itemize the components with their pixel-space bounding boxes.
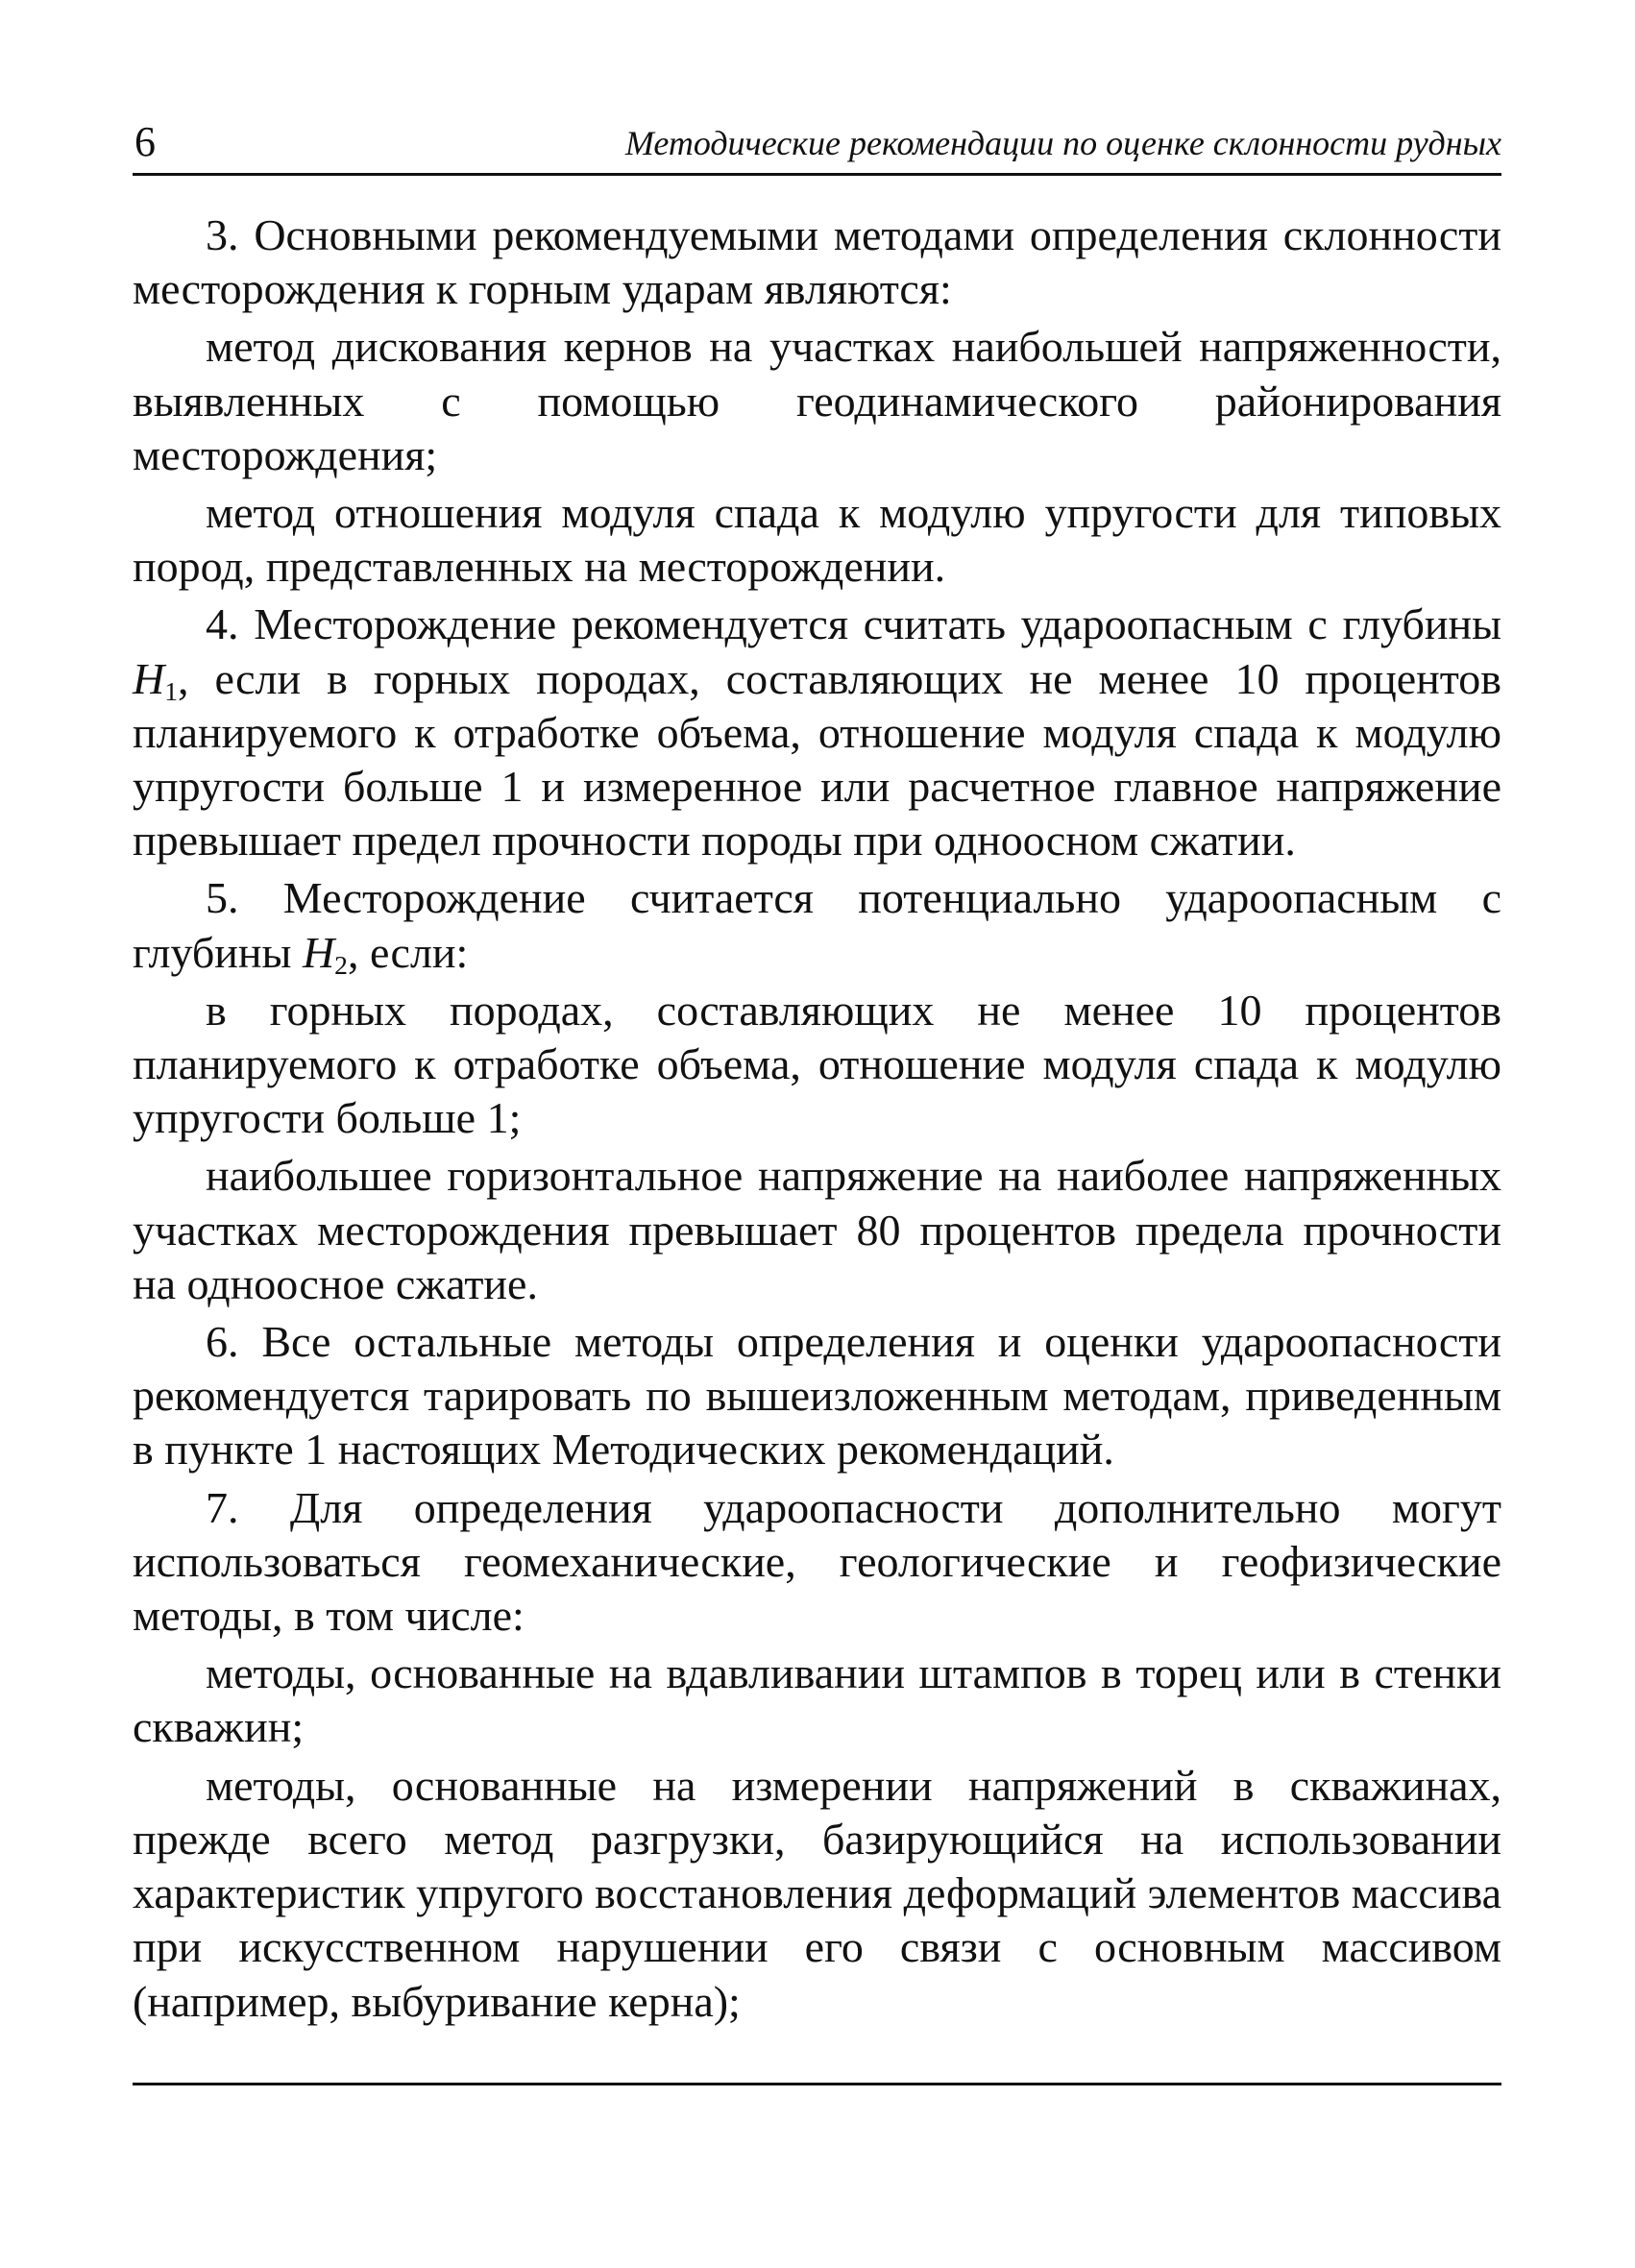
page-header: [133, 113, 1501, 176]
paragraph-4-text-after: , если в горных породах, составляющих не менее 10 процентов планируемого к отработке объема, отношение модуля спада к модулю упругости больше 1 и измеренное или расчетное главное напряжение превышает предел прочности породы при одноосном сжатии.: [133, 653, 1501, 866]
depth-subscript-1: 1: [164, 675, 179, 706]
paragraph-method-stress-measurement: методы, основанные на измерении напряжений в скважинах, прежде всего метод разгрузки, базирующийся на использовании характеристик упругого восстановления деформаций элементов массива при искусственном нарушении его связи с основным массивом (например, выбуривание керна);: [133, 1760, 1501, 2026]
paragraph-5-text-before: 5. Месторождение считается потенциально удароопасным с глубины: [133, 873, 1501, 977]
running-title: Методические рекомендации по оценке склонности рудных: [624, 124, 1501, 162]
page-number: 6: [134, 118, 156, 165]
paragraph-6: 6. Все остальные методы определения и оценки удароопасности рекомендуется тарировать по вышеизложенным методам, приведенным в пункте 1 настоящих Методических рекомендаций.: [133, 1317, 1501, 1475]
paragraph-3: 3. Основными рекомендуемыми методами определения склонности месторождения к горным ударам являются:: [133, 210, 1501, 314]
paragraph-condition-stress: наибольшее горизонтальное напряжение на наиболее напряженных участках месторождения превышает 80 процентов предела прочности на одноосное сжатие.: [133, 1151, 1501, 1308]
depth-subscript-2: 2: [334, 949, 348, 980]
footer-rule: [133, 2083, 1501, 2085]
page: [133, 113, 1501, 2029]
paragraph-method-core-disking: метод дискования кернов на участках наибольшей напряженности, выявленных с помощью геодинамического районирования месторождения;: [133, 322, 1501, 479]
paragraph-condition-rocks: в горных породах, составляющих не менее 10 процентов планируемого к отработке объема, отношение модуля спада к модулю упругости больше 1;: [133, 985, 1501, 1143]
paragraph-5-text-after: , если:: [347, 927, 469, 977]
paragraph-method-modulus-ratio: метод отношения модуля спада к модулю упругости для типовых пород, представленных на месторождении.: [133, 488, 1501, 592]
paragraph-method-stamps: методы, основанные на вдавливании штампов в торец или в стенки скважин;: [133, 1648, 1501, 1752]
document-body: [133, 208, 1501, 2029]
paragraph-7: 7. Для определения удароопасности дополнительно могут использоваться геомеханические, геологические и геофизические методы, в том числе:: [133, 1482, 1501, 1641]
paragraph-4: [133, 597, 1501, 867]
depth-variable-h2: H: [302, 927, 335, 977]
paragraph-4-text-before: 4. Месторождение рекомендуется считать удароопасным с глубины: [206, 599, 1501, 649]
depth-variable-h1: H: [133, 653, 165, 703]
paragraph-5: [133, 871, 1501, 979]
